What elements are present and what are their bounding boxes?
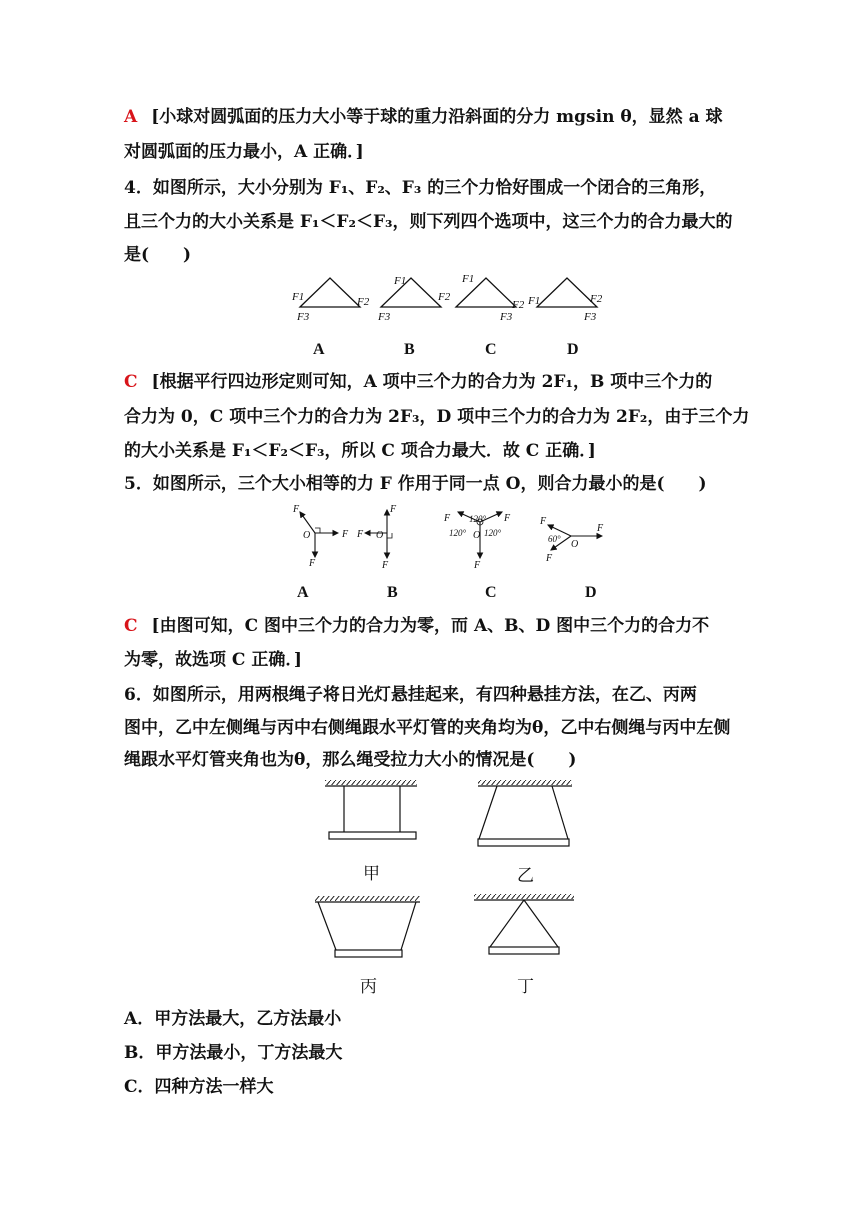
q4-option-c: C xyxy=(485,341,497,358)
q3-answer-line-1: A [小球对圆弧面的压力大小等于球的重力沿斜面的分力 mgsin θ，显然 a 球 xyxy=(124,107,723,127)
q5-answer-line-2: 为零，故选项 C 正确．] xyxy=(124,650,302,670)
q5-a-f-right: F xyxy=(342,529,349,540)
q5-b-o: O xyxy=(376,530,384,541)
q4-c-f2: F2 xyxy=(512,299,525,311)
q5-c-angle-left: 120° xyxy=(449,528,467,538)
q4-d-f3: F3 xyxy=(584,311,597,323)
q5-d-f-up: F xyxy=(540,516,547,527)
q5-c-f-down: F xyxy=(474,560,481,571)
q6-stem-line-3: 绳跟水平灯管夹角也为θ，那么绳受拉力大小的情况是( ) xyxy=(124,750,577,770)
q5-stem: 5．如图所示，三个大小相等的力 F 作用于同一点 O，则合力最小的是( ) xyxy=(124,474,707,494)
q4-triangle-figures xyxy=(0,268,860,338)
q4-b-f3: F3 xyxy=(378,311,391,323)
q4-c-f3: F3 xyxy=(500,311,513,323)
q5-c-f-left: F xyxy=(444,513,451,524)
q5-c-angle-top: 120° xyxy=(469,514,487,524)
q5-option-b: B xyxy=(387,584,398,601)
q4-option-b: B xyxy=(404,341,415,358)
q6-choice-b: B．甲方法最小，丁方法最大 xyxy=(124,1043,343,1063)
q5-force-figures xyxy=(0,500,860,575)
q4-answer-line-3: 的大小关系是 F₁＜F₂＜F₃，所以 C 项合力最大．故 C 正确．] xyxy=(124,441,596,461)
q6-caption-jia: 甲 xyxy=(363,864,380,884)
q4-answer-line-2: 合力为 0，C 项中三个力的合力为 2F₃，D 项中三个力的合力为 2F₂，由于三个力 xyxy=(124,407,750,427)
q5-answer-line-1: C [由图可知，C 图中三个力的合力为零，而 A、B、D 图中三个力的合力不 xyxy=(124,616,710,636)
q5-c-o: O xyxy=(473,530,481,541)
q4-stem-line-3: 是( ) xyxy=(124,245,192,265)
q4-c-f1: F1 xyxy=(462,273,475,285)
q5-c-angle-right: 120° xyxy=(484,528,502,538)
q5-a-o: O xyxy=(303,530,311,541)
q6-choice-a: A．甲方法最大，乙方法最小 xyxy=(124,1009,342,1029)
q4-b-f1: F1 xyxy=(394,275,407,287)
q3-answer-line-2: 对圆弧面的压力最小，A 正确．] xyxy=(124,142,364,162)
q6-caption-bing: 丙 xyxy=(360,977,377,997)
q5-b-f-left: F xyxy=(357,529,364,540)
q5-a-f-up: F xyxy=(293,504,300,515)
q4-a-f2: F2 xyxy=(357,296,370,308)
q5-c-f-right: F xyxy=(504,513,511,524)
q6-stem-line-1: 6．如图所示，用两根绳子将日光灯悬挂起来，有四种悬挂方法，在乙、丙两 xyxy=(124,685,697,705)
q5-a-f-down: F xyxy=(309,558,316,569)
q5-d-f-down: F xyxy=(546,553,553,564)
q6-choice-c: C．四种方法一样大 xyxy=(124,1077,274,1097)
q4-b-f2: F2 xyxy=(438,291,451,303)
q5-answer-letter: C xyxy=(124,616,138,636)
q5-d-o: O xyxy=(571,539,579,550)
q5-b-f-up: F xyxy=(390,504,397,515)
q5-d-angle: 60° xyxy=(548,534,561,544)
q4-option-a: A xyxy=(313,341,325,358)
q5-d-f-right: F xyxy=(597,523,604,534)
q4-answer-line-1: C [根据平行四边形定则可知，A 项中三个力的合力为 2F₁，B 项中三个力的 xyxy=(124,372,713,392)
q5-option-c: C xyxy=(485,584,497,601)
q4-answer-letter: C xyxy=(124,372,138,392)
q5-option-d: D xyxy=(585,584,597,601)
q4-d-f1: F1 xyxy=(528,295,541,307)
q4-option-d: D xyxy=(567,341,579,358)
q6-stem-line-2: 图中，乙中左侧绳与丙中右侧绳跟水平灯管的夹角均为θ，乙中右侧绳与丙中左侧 xyxy=(124,718,731,738)
q4-stem-line-1: 4．如图所示，大小分别为 F₁、F₂、F₃ 的三个力恰好围成一个闭合的三角形， xyxy=(124,178,717,198)
q6-caption-ding: 丁 xyxy=(517,977,534,997)
q3-answer-letter: A xyxy=(124,107,138,127)
q5-option-a: A xyxy=(297,584,309,601)
q6-caption-yi: 乙 xyxy=(517,866,534,886)
q4-a-f1: F1 xyxy=(292,291,305,303)
q4-d-f2: F2 xyxy=(590,293,603,305)
q6-lamp-figures xyxy=(0,775,860,975)
q4-a-f3: F3 xyxy=(297,311,310,323)
q4-stem-line-2: 且三个力的大小关系是 F₁＜F₂＜F₃，则下列四个选项中，这三个力的合力最大的 xyxy=(124,212,733,232)
q5-b-f-down: F xyxy=(382,560,389,571)
